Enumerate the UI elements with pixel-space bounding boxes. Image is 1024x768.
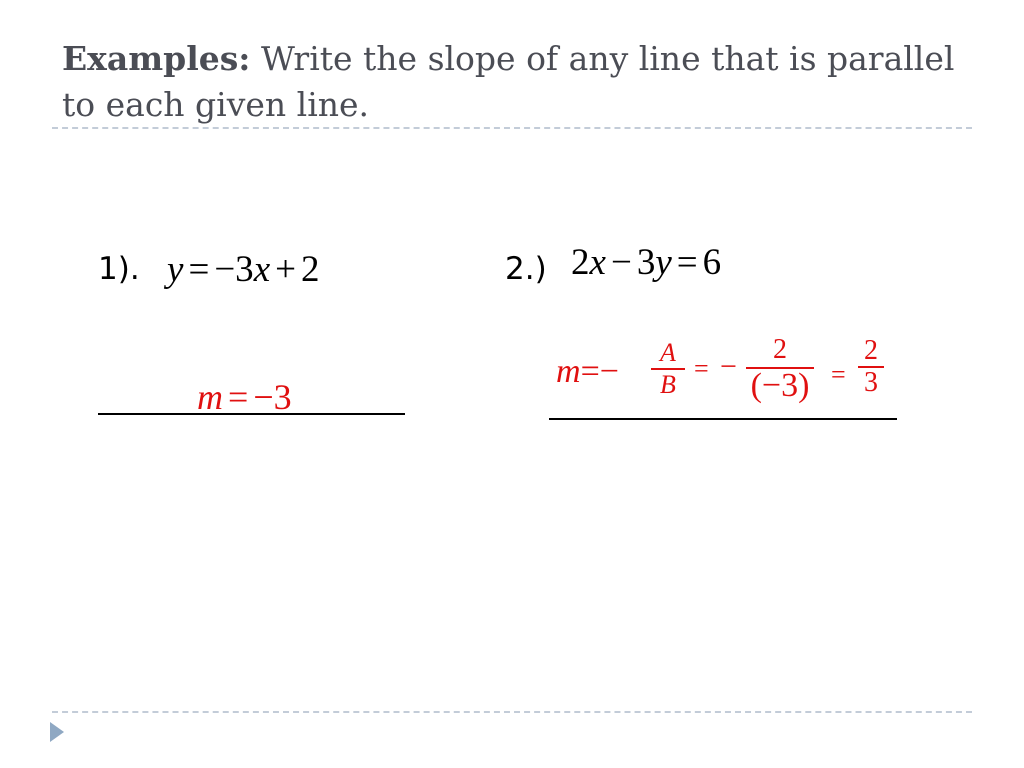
p1-eq: = — [188, 249, 210, 290]
p1-ans-value: −3 — [253, 377, 292, 417]
p2-ans-m: m — [556, 353, 581, 390]
p1-coef: −3 — [214, 249, 254, 290]
p2-x: x — [589, 242, 606, 283]
p1-const: 2 — [301, 249, 320, 290]
problem-2-answer-lead — [556, 353, 619, 391]
p2-eq: = — [676, 242, 698, 283]
p2-b: 3 — [636, 242, 656, 283]
frac-b: B — [660, 370, 676, 399]
p2-c: 6 — [702, 242, 722, 283]
problem-1-number: 1). — [98, 251, 140, 287]
title-lead: Examples: — [62, 39, 251, 78]
top-divider — [52, 127, 972, 129]
fraction-2-over-3 — [858, 336, 884, 398]
p1-plus: + — [275, 249, 296, 290]
fraction-a-over-b — [651, 338, 685, 400]
problem-1-answer-line — [98, 413, 405, 415]
frac2-num: 2 — [773, 334, 787, 365]
p2-equals-3: = — [831, 360, 846, 389]
p1-ans-eq: = — [228, 377, 249, 417]
p2-a: 2 — [571, 242, 590, 283]
frac3-den: 3 — [864, 367, 878, 398]
problem-2-equation — [571, 241, 721, 284]
fraction-2-over-neg3 — [746, 333, 814, 405]
p1-x: x — [253, 249, 271, 290]
frac-a: A — [660, 338, 676, 367]
problem-2-number: 2.) — [505, 251, 547, 287]
p1-y: y — [167, 249, 184, 290]
triangle-right-icon[interactable] — [50, 722, 64, 742]
p2-minus: − — [610, 242, 632, 283]
p2-y: y — [655, 242, 672, 283]
frac3-num: 2 — [864, 335, 878, 366]
p2-ans-eqminus: =− — [580, 353, 619, 390]
p1-ans-m: m — [197, 377, 223, 417]
problem-2-answer-line — [549, 418, 897, 420]
title-text: Write the slope of any line that is parallel to each given line. — [62, 39, 955, 124]
problem-1-answer — [197, 376, 292, 418]
p2-minus-2: − — [720, 350, 737, 383]
slide-title — [62, 36, 962, 128]
frac2-den: (−3) — [750, 367, 810, 404]
problem-1-equation — [167, 248, 320, 291]
p2-equals-2: = — [694, 354, 709, 383]
bottom-divider — [52, 711, 972, 713]
